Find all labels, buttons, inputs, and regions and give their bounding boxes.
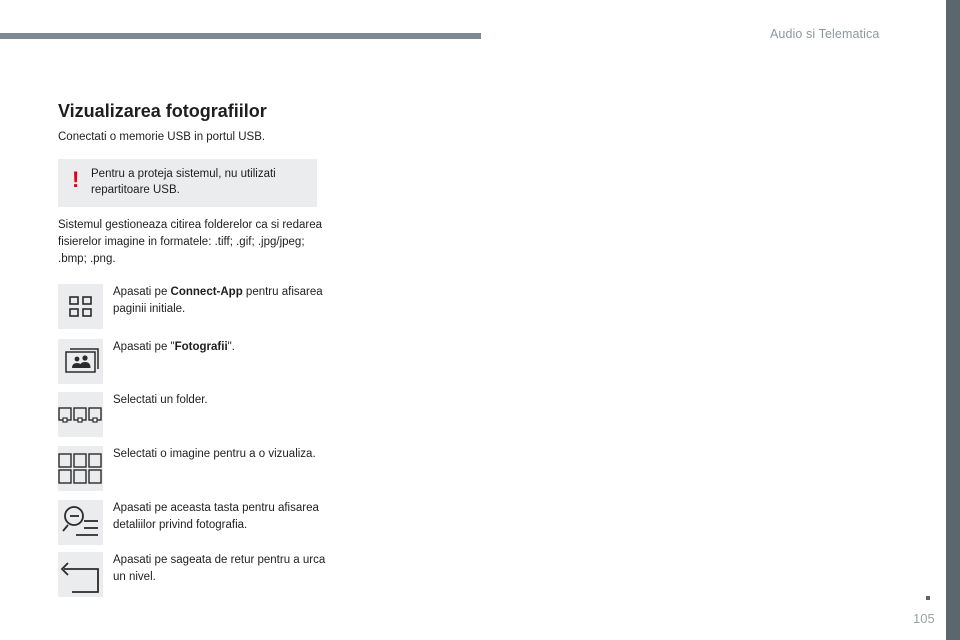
warning-icon: ! [72, 167, 80, 192]
side-strip [946, 0, 960, 640]
page-number: 105 [913, 611, 935, 626]
step-text: Apasati pe "Fotografii". [113, 341, 235, 353]
page-marker [926, 596, 930, 600]
warning-text: Pentru a proteja sistemul, nu utilizati repartitoare USB. [91, 168, 276, 196]
intro-text: Conectati o memorie USB in portul USB. [58, 131, 266, 143]
warning-box [58, 159, 317, 207]
step-text: Apasati pe Connect-App pentru afisarea paginii initiale. [113, 286, 323, 315]
header-bar [0, 33, 481, 39]
step-text: Apasati pe aceasta tasta pentru afisarea detaliilor privind fotografia. [113, 502, 319, 531]
folders-icon [58, 392, 103, 437]
step-text: Apasati pe sageata de retur pentru a urca un nivel. [113, 554, 326, 583]
description-text: Sistemul gestioneaza citirea folderelor ca si redarea fisierelor imagine in formatele: .tiff; .gif; .jpg/jpeg; .bmp; .png. [58, 219, 322, 265]
step-text: Selectati un folder. [113, 394, 208, 406]
header-title: Audio si Telematica [770, 27, 880, 41]
grid-apps-icon [58, 284, 103, 329]
image-grid-icon [58, 446, 103, 491]
photo-gallery-icon [58, 339, 103, 384]
details-search-icon [58, 500, 103, 545]
back-arrow-icon [58, 552, 103, 597]
step-text: Selectati o imagine pentru a o vizualiza. [113, 448, 316, 460]
section-title: Vizualizarea fotografiilor [58, 101, 267, 121]
